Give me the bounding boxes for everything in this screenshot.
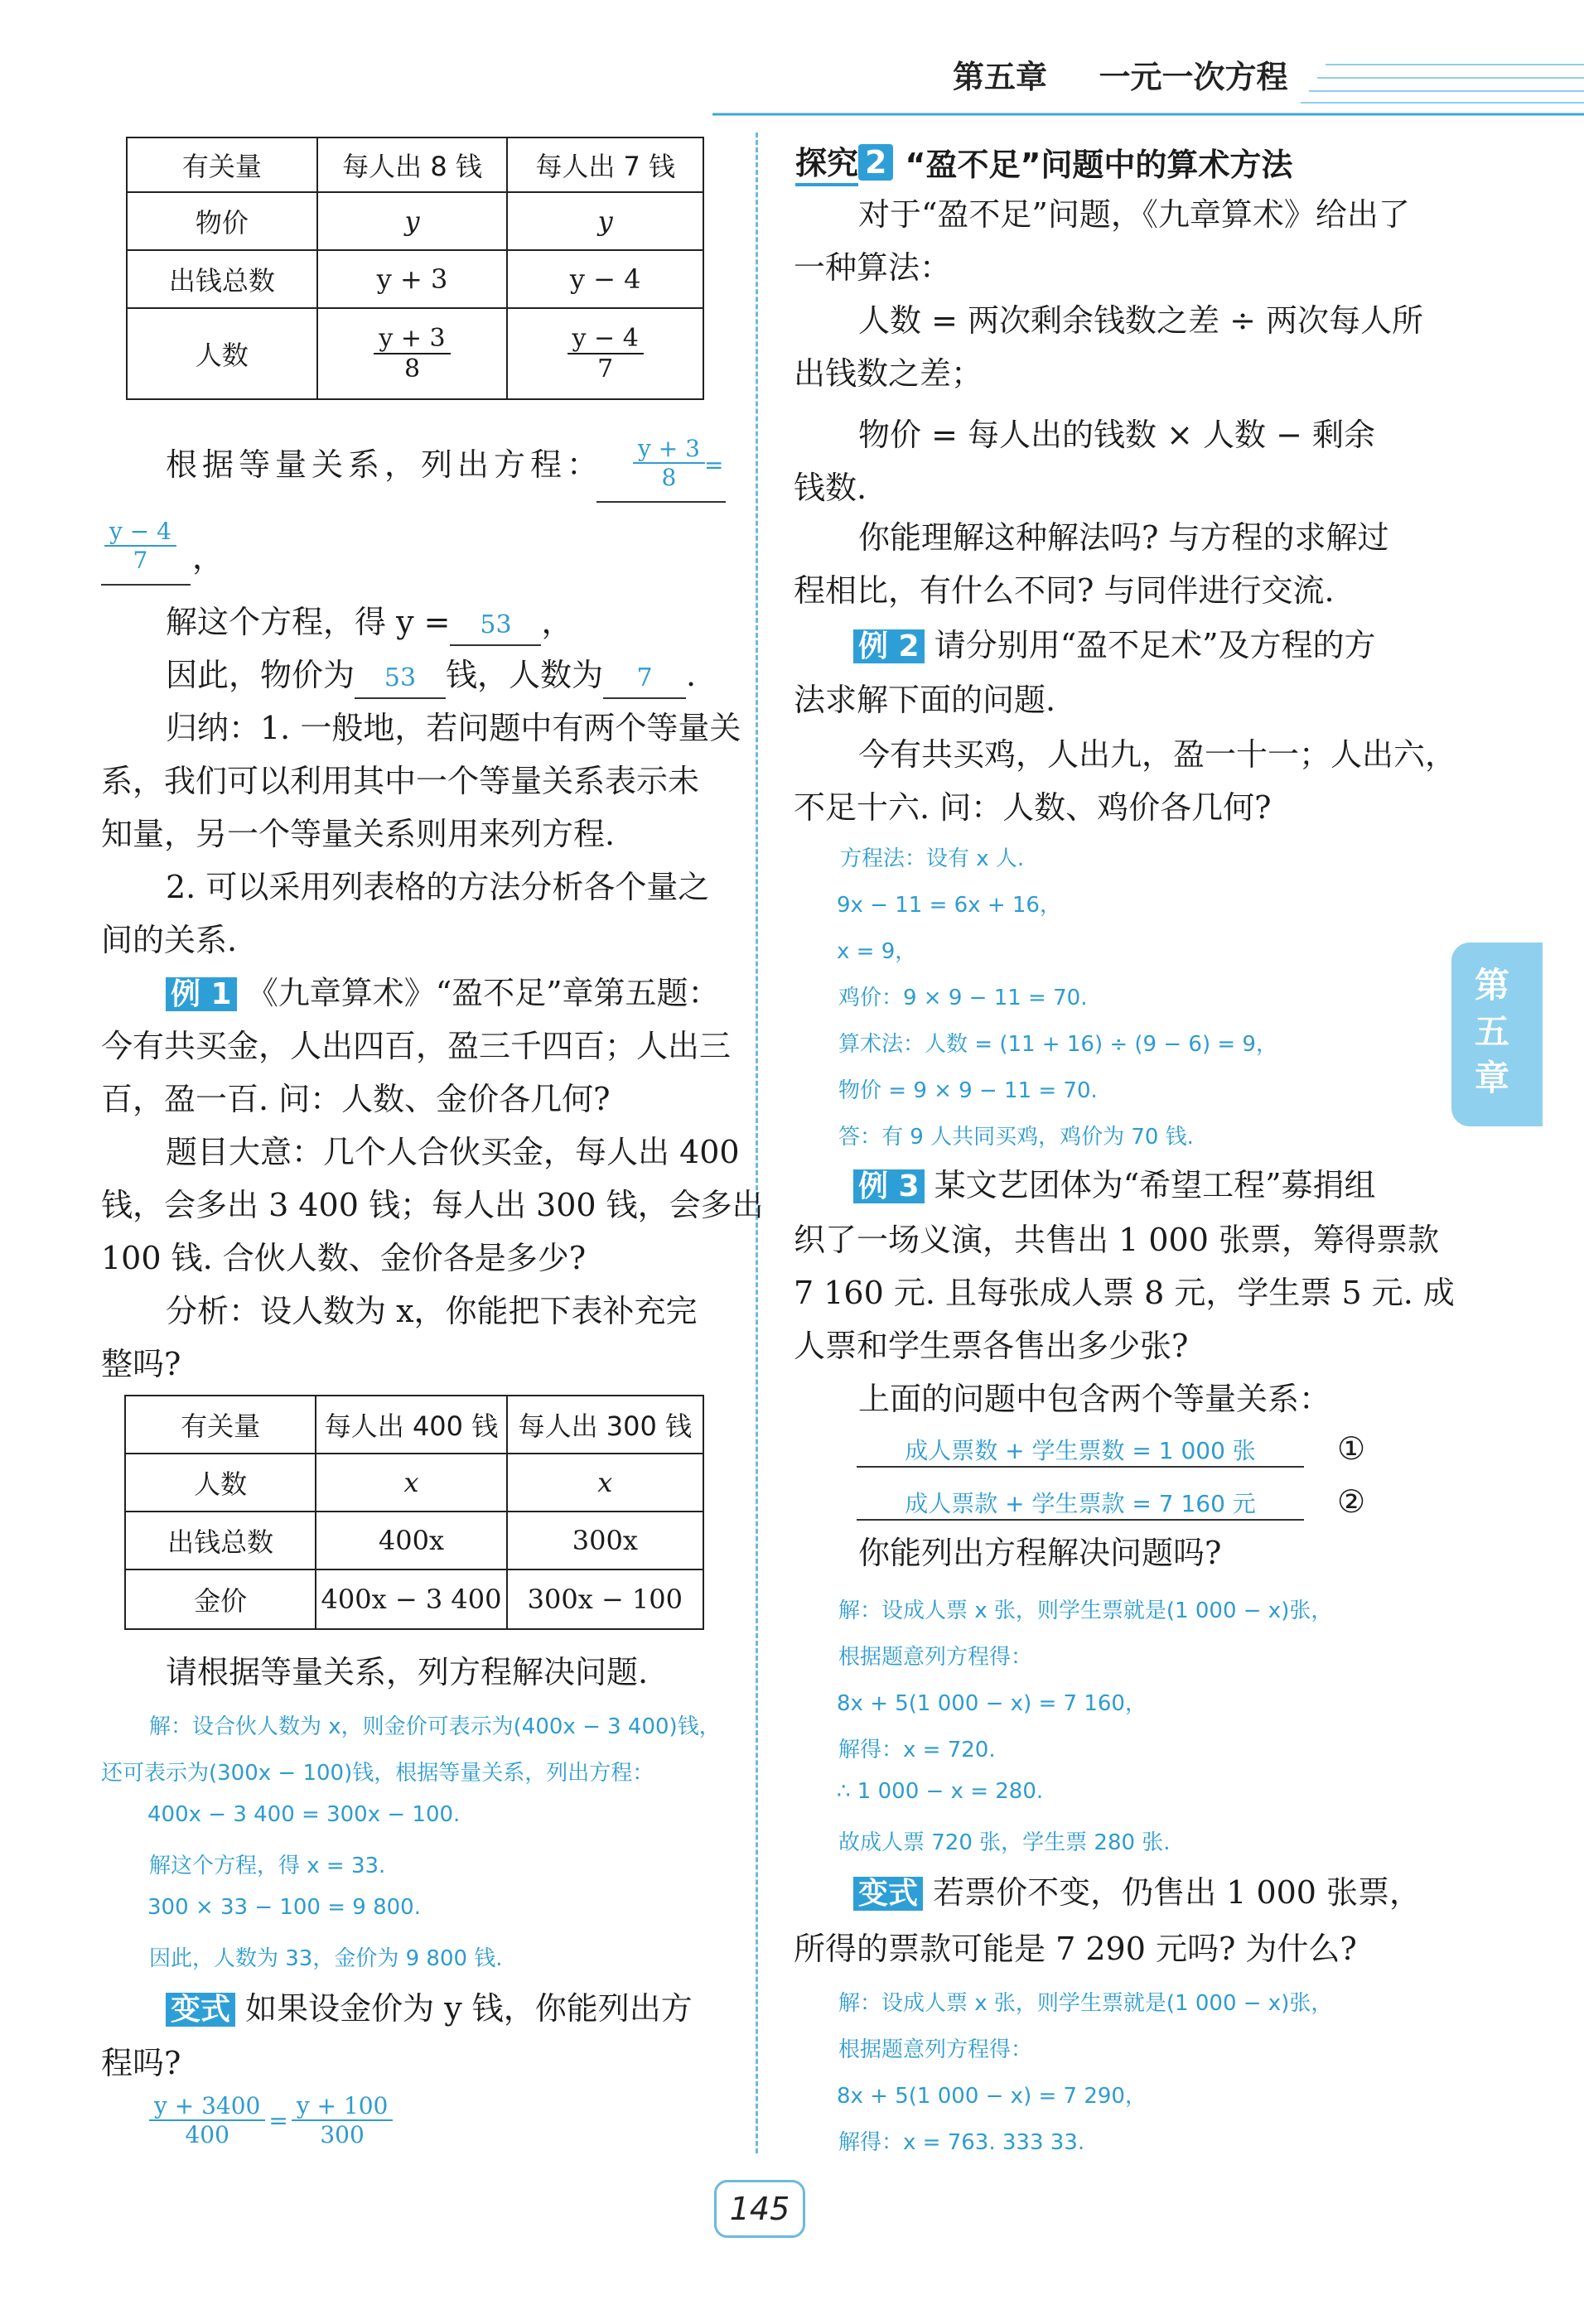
example-1-line: 整吗?: [101, 1346, 181, 1382]
table-cell: 400x − 3 400: [316, 1569, 506, 1629]
solution-line: 8x + 5(1 000 − x) = 7 290，: [837, 2084, 1147, 2109]
example-2-line: 法求解下面的问题.: [794, 682, 1056, 718]
example-3-line: 7 160 元. 且每张成人票 8 元，学生票 5 元. 成: [794, 1275, 1455, 1311]
solve-line: 解这个方程，得 y = 53 ，: [166, 603, 572, 646]
example-2-tag: 例 2: [853, 629, 925, 663]
example-1-tag: 例 1: [166, 977, 237, 1011]
example-1-line: 百，盈一百. 问：人数、金价各几何?: [101, 1081, 611, 1117]
example-1-line: 题目大意：几个人合伙买金，每人出 400: [166, 1134, 740, 1170]
example-1-line: 分析：设人数为 x，你能把下表补充完: [166, 1293, 698, 1329]
table-8-7-qian: [126, 137, 704, 400]
table-header: 每人出 300 钱: [507, 1396, 703, 1454]
relation-2-mark: ②: [1337, 1483, 1366, 1520]
solution-line: 解：设合伙人数为 x，则金价可表示为(400x − 3 400)钱，: [149, 1714, 721, 1739]
table-cell: $\frac{y - 4}{7}$: [507, 308, 703, 399]
column-divider: [756, 133, 758, 2153]
solution-line: 答：有 9 人共同买鸡，鸡价为 70 钱.: [838, 1125, 1194, 1150]
explore-line: 对于“盈不足”问题，《九章算术》给出了: [858, 196, 1410, 233]
table-cell: 金价: [125, 1569, 316, 1629]
solution-line: 解得：x = 763. 333 33.: [838, 2130, 1085, 2155]
solution-line: 根据题意列方程得：: [838, 2037, 1033, 2062]
equation-blank-2: $\frac{y - 4}{7}$: [101, 518, 191, 586]
equation-blank-1: $\frac{y + 3}{8}$ =: [596, 435, 726, 503]
explore-line: 出钱数之差；: [794, 355, 983, 392]
example-3-line: 织了一场义演，共售出 1 000 张票，筹得票款: [794, 1222, 1439, 1258]
chapter-side-tab-label: 第五章: [1474, 965, 1509, 1098]
explore-label: 探究: [795, 137, 858, 186]
table-header: 有关量: [125, 1396, 316, 1454]
table-cell: y − 4: [507, 250, 703, 308]
example-2-line: 今有共买鸡，人出九，盈一十一；人出六，: [858, 736, 1457, 773]
example-3-line: 人票和学生票各售出多少张?: [794, 1328, 1189, 1364]
variant-line: 程吗?: [101, 2045, 181, 2081]
explore-number: 2: [858, 144, 893, 181]
variant-tag: 变式: [166, 1993, 235, 2027]
table-cell: 出钱总数: [127, 250, 317, 308]
solution-line: 方程法：设有 x 人.: [840, 846, 1025, 871]
explore-line: 程相比，有什么不同? 与同伴进行交流.: [794, 572, 1335, 609]
table-cell: 出钱总数: [125, 1512, 316, 1569]
explore-line: 物价 = 每人出的钱数 × 人数 − 剩余: [858, 417, 1375, 453]
solution-line: 故成人票 720 张，学生票 280 张.: [838, 1830, 1171, 1855]
table-400-300-qian: [124, 1395, 704, 1630]
table-cell: x: [507, 1454, 703, 1512]
chapter-number: 第五章: [953, 59, 1048, 95]
thus-line: 因此，物价为 53 钱，人数为 7 .: [166, 656, 696, 699]
solution-line: x = 9，: [837, 939, 917, 964]
variant-first-line: 变式 若票价不变，仍售出 1 000 张票，: [853, 1873, 1421, 1913]
explore-line: 你能理解这种解法吗? 与方程的求解过: [858, 519, 1389, 556]
summary-line: 间的关系.: [101, 922, 238, 958]
relation-1: 成人票数 + 学生票数 = 1 000 张: [857, 1433, 1304, 1468]
summary-line: 2. 可以采用列表格的方法分析各个量之: [166, 869, 710, 905]
table-header: 每人出 8 钱: [317, 137, 508, 192]
table-cell: y: [317, 192, 508, 250]
solution-line: 鸡价：9 × 9 − 11 = 70.: [838, 986, 1088, 1010]
explore-line: 钱数.: [794, 470, 867, 506]
table-cell: $\frac{y + 3}{8}$: [317, 308, 508, 399]
solution-line: 400x − 3 400 = 300x − 100.: [147, 1802, 461, 1827]
relation-2: 成人票款 + 学生票款 = 7 160 元: [857, 1486, 1304, 1521]
table-cell: 人数: [125, 1454, 316, 1512]
solution-line: 300 × 33 − 100 = 9 800.: [147, 1895, 421, 1920]
solution-line: 因此，人数为 33，金价为 9 800 钱.: [149, 1946, 503, 1971]
solution-line: 还可表示为(300x − 100)钱，根据等量关系，列出方程：: [101, 1761, 654, 1786]
solution-line: 解得：x = 720.: [838, 1738, 996, 1762]
table-header: 每人出 400 钱: [316, 1396, 506, 1454]
variant-line: 所得的票款可能是 7 290 元吗? 为什么?: [794, 1931, 1357, 1967]
solution-line: ∴ 1 000 − x = 280.: [837, 1779, 1044, 1804]
table-cell: 人数: [127, 308, 317, 399]
example-1-line: 钱，会多出 3 400 钱；每人出 300 钱，会多出: [101, 1187, 764, 1223]
example-3-first-line: 例 3 某文艺团体为“希望工程”募捐组: [853, 1166, 1376, 1206]
summary-line: 知量，另一个等量关系则用来列方程.: [101, 816, 616, 852]
table-cell: 300x − 100: [507, 1569, 703, 1629]
solution-line: 解：设成人票 x 张，则学生票就是(1 000 − x)张，: [838, 1598, 1333, 1623]
equation-comma: ，: [192, 539, 225, 576]
table-header: 有关量: [127, 137, 317, 192]
example-1-line: 今有共买金，人出四百，盈三千四百；人出三: [101, 1028, 732, 1064]
chapter-header: [953, 51, 1288, 97]
variant-first-line: 变式 如果设金价为 y 钱，你能列出方: [166, 1989, 693, 2029]
example-2-first-line: 例 2 请分别用“盈不足术”及方程的方: [853, 626, 1376, 666]
example-1-line: 100 钱. 合伙人数、金价各是多少?: [101, 1240, 587, 1276]
solution-line: 9x − 11 = 6x + 16，: [837, 893, 1061, 918]
example-3-question: 你能列出方程解决问题吗?: [858, 1535, 1222, 1571]
solution-line: 解这个方程，得 x = 33.: [149, 1854, 386, 1878]
table-cell: y: [507, 192, 703, 250]
solution-line: 物价 = 9 × 9 − 11 = 70.: [838, 1078, 1098, 1103]
table-cell: x: [316, 1454, 506, 1512]
after-table-text: 请根据等量关系，列方程解决问题.: [166, 1654, 649, 1690]
example-3-line: 上面的问题中包含两个等量关系：: [858, 1381, 1331, 1417]
chapter-title: 一元一次方程: [1099, 59, 1288, 95]
explore-title: “盈不足”问题中的算术方法: [905, 147, 1293, 183]
variant-answer: $\frac{y + 3400}{400}$ = $\frac{y + 100}{300}$: [146, 2094, 396, 2148]
explore-heading: [795, 137, 1292, 186]
variant-tag: 变式: [853, 1877, 923, 1911]
equation-intro: 根据等量关系，列出方程：: [166, 446, 604, 483]
solution-line: 算术法：人数 = (11 + 16) ÷ (9 − 6) = 9，: [838, 1032, 1277, 1057]
table-cell: 300x: [507, 1512, 703, 1569]
relation-1-mark: ①: [1337, 1430, 1366, 1467]
explore-line: 一种算法：: [794, 249, 952, 286]
table-cell: 物价: [127, 192, 317, 250]
table-cell: 400x: [316, 1512, 506, 1569]
example-3-tag: 例 3: [853, 1169, 925, 1203]
summary-line: 归纳：1. 一般地，若问题中有两个等量关: [166, 710, 741, 746]
page-number: 145: [714, 2180, 805, 2238]
example-1-first-line: 例 1 《九章算术》“盈不足”章第五题：: [166, 974, 720, 1014]
explore-line: 人数 = 两次剩余钱数之差 ÷ 两次每人所: [858, 302, 1423, 339]
summary-line: 系，我们可以利用其中一个等量关系表示未: [101, 763, 700, 799]
table-cell: y + 3: [317, 250, 508, 308]
solution-line: 根据题意列方程得：: [838, 1645, 1033, 1670]
example-2-line: 不足十六. 问：人数、鸡价各几何?: [794, 789, 1272, 826]
solution-line: 8x + 5(1 000 − x) = 7 160，: [837, 1691, 1147, 1716]
table-header: 每人出 7 钱: [507, 137, 703, 192]
solution-line: 解：设成人票 x 张，则学生票就是(1 000 − x)张，: [838, 1991, 1333, 2016]
